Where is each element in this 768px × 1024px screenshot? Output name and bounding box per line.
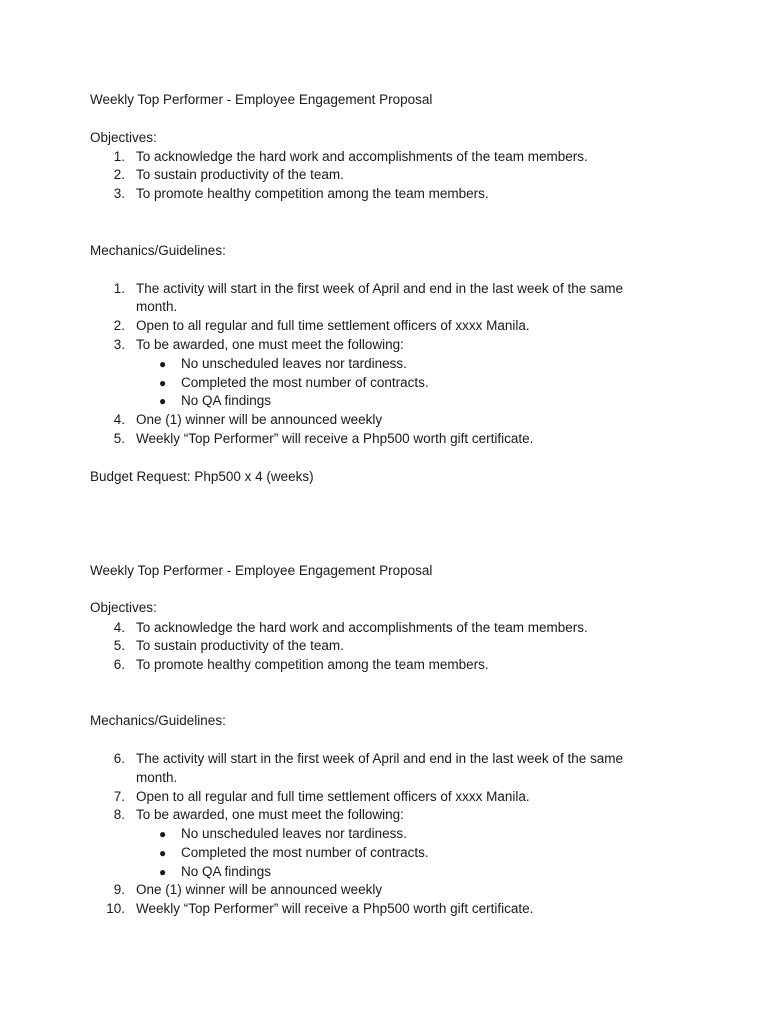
bullet-icon: ● (159, 846, 167, 860)
objective-number: 5. (113, 638, 125, 653)
criteria-item: Completed the most number of contracts. (181, 845, 429, 860)
bullet-icon: ● (159, 376, 167, 390)
mechanic-item: Weekly “Top Performer” will receive a Php500 worth gift certificate. (136, 431, 534, 446)
objective-number: 4. (113, 620, 125, 635)
budget-request: Budget Request: Php500 x 4 (weeks) (90, 469, 314, 484)
mechanic-number: 4. (113, 412, 125, 427)
mechanics-heading: Mechanics/Guidelines: (90, 713, 226, 728)
mechanic-item-continuation: month. (136, 770, 178, 785)
mechanic-item: Open to all regular and full time settlement officers of xxxx Manila. (136, 789, 530, 804)
mechanic-number: 3. (113, 337, 125, 352)
objective-number: 3. (113, 186, 125, 201)
mechanic-item: To be awarded, one must meet the following: (136, 807, 404, 822)
mechanic-item: Weekly “Top Performer” will receive a Php500 worth gift certificate. (136, 901, 534, 916)
bullet-icon: ● (159, 394, 167, 408)
objective-number: 6. (113, 657, 125, 672)
criteria-item: Completed the most number of contracts. (181, 375, 429, 390)
document-title: Weekly Top Performer - Employee Engagement Proposal (90, 563, 433, 578)
objective-item: To sustain productivity of the team. (136, 638, 344, 653)
objective-number: 1. (113, 149, 125, 164)
criteria-item: No QA findings (181, 864, 272, 879)
mechanic-item-continuation: month. (136, 299, 178, 314)
mechanic-item: The activity will start in the first week of April and end in the last week of the same (136, 281, 623, 296)
mechanic-number: 1. (113, 281, 125, 296)
bullet-icon: ● (159, 357, 167, 371)
objective-item: To acknowledge the hard work and accomplishments of the team members. (136, 149, 588, 164)
mechanic-item: To be awarded, one must meet the following: (136, 337, 404, 352)
mechanic-number: 6. (113, 751, 125, 766)
mechanics-heading: Mechanics/Guidelines: (90, 243, 226, 258)
bullet-icon: ● (159, 827, 167, 841)
criteria-item: No unscheduled leaves nor tardiness. (181, 826, 407, 841)
mechanic-item: The activity will start in the first week of April and end in the last week of the same (136, 751, 623, 766)
mechanic-item: One (1) winner will be announced weekly (136, 412, 383, 427)
objectives-heading: Objectives: (90, 600, 157, 615)
mechanic-number: 9. (113, 882, 125, 897)
bullet-icon: ● (159, 865, 167, 879)
mechanic-item: One (1) winner will be announced weekly (136, 882, 383, 897)
criteria-item: No unscheduled leaves nor tardiness. (181, 356, 407, 371)
objectives-heading: Objectives: (90, 130, 157, 145)
objective-item: To sustain productivity of the team. (136, 167, 344, 182)
objective-item: To promote healthy competition among the team members. (136, 186, 489, 201)
objective-item: To acknowledge the hard work and accomplishments of the team members. (136, 620, 588, 635)
mechanic-number: 2. (113, 318, 125, 333)
document-title: Weekly Top Performer - Employee Engagement Proposal (90, 92, 433, 107)
objective-item: To promote healthy competition among the team members. (136, 657, 489, 672)
mechanic-number: 7. (113, 789, 125, 804)
objective-number: 2. (113, 167, 125, 182)
mechanic-number: 8. (113, 807, 125, 822)
mechanic-item: Open to all regular and full time settlement officers of xxxx Manila. (136, 318, 530, 333)
mechanic-number: 10. (106, 901, 125, 916)
mechanic-number: 5. (113, 431, 125, 446)
criteria-item: No QA findings (181, 393, 272, 408)
